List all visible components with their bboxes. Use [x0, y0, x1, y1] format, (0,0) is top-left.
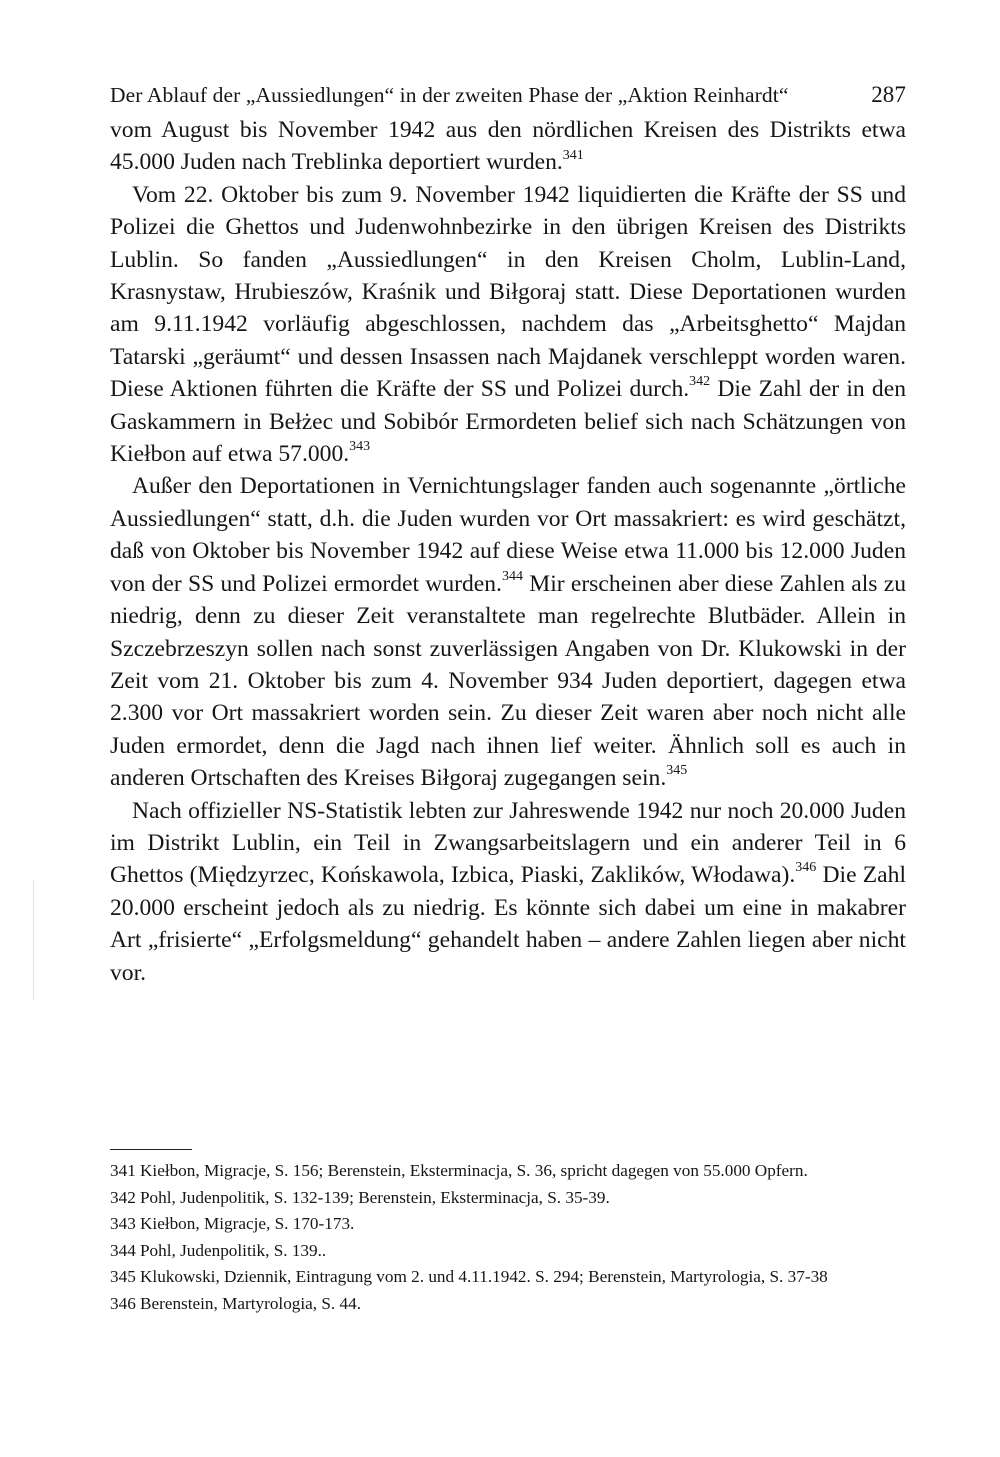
footnote-text: Klukowski, Dziennik, Eintragung vom 2. und 4.11.1942. S. 294; Berenstein, Martyrologia, S. 37-38: [140, 1267, 828, 1286]
paragraph-2: [110, 179, 906, 471]
footnote-number: 344: [110, 1240, 136, 1260]
footnote-number: 346: [110, 1293, 136, 1313]
scan-margin-line: [33, 880, 34, 1000]
footnote-number: 342: [110, 1187, 136, 1207]
footnote-ref[interactable]: 343: [349, 439, 371, 455]
paragraph-3: [110, 470, 906, 794]
paragraph-4: [110, 795, 906, 989]
footnote-text: Kiełbon, Migracje, S. 170-173.: [140, 1214, 355, 1233]
page-number: 287: [871, 82, 906, 107]
footnote: [110, 1160, 906, 1183]
paragraph-1: [110, 114, 906, 179]
footnote-text: Pohl, Judenpolitik, S. 139..: [140, 1240, 327, 1260]
paragraph-text: Mir erscheinen aber diese Zahlen als zu niedrig, denn zu dieser Zeit veranstaltete man regelrechte Blutbäder. Allein in Szczebrzeszyn sollen nach sonst zuverlässigen Angaben von Dr. Klukowski in der Zeit vom 21. Oktober bis zum 4. November 934 Juden deportiert, dagegen etwa 2.300 vor Ort massakriert worden sein. Zu dieser Zeit waren aber noch nicht alle Juden ermordet, denn die Jagd nach ihnen lief weiter. Ähnlich soll es auch in anderen Ortschaften des Kreises Biłgoraj zugegangen sein.: [110, 570, 906, 792]
paragraph-text: Die Zahl 20.000 erscheint jedoch als zu niedrig. Es könnte sich dabei um eine in makabrer Art „frisierte“ „Erfolgsmeldung“ gehandelt haben – andere Zahlen liegen aber nicht vor.: [110, 862, 906, 986]
footnote-number: 343: [110, 1214, 136, 1233]
paragraph-text: Nach offizieller NS-Statistik lebten zur Jahreswende 1942 nur noch 20.000 Juden im Distrikt Lublin, ein Teil in Zwangsarbeitslagern und ein anderer Teil in 6 Ghettos (Międzyrzec, Końskawola, Izbica, Piaski, Zaklików, Włodawa).: [110, 797, 906, 889]
footnote: [110, 1240, 906, 1263]
footnote-ref[interactable]: 345: [666, 763, 688, 779]
paragraph-text: Vom 22. Oktober bis zum 9. November 1942 liquidierten die Kräfte der SS und Polizei die Ghettos und Judenwohnbezirke in den übrigen Kreisen des Distrikts Lublin. So fanden „Aussiedlungen“ in den Kreisen Cholm, Lublin-Land, Krasnystaw, Hrubieszów, Kraśnik und Biłgoraj statt. Diese Deportationen wurden am 9.11.1942 vorläufig abgeschlossen, nachdem das „Arbeitsghetto“ Majdan Tatarski „geräumt“ und dessen Insassen nach Majdanek verschleppt worden waren. Diese Aktionen führten die Kräfte der SS und Polizei durch.: [110, 181, 906, 403]
footnotes: [110, 1160, 906, 1319]
paragraph-text: Außer den Deportationen in Vernichtungslager fanden auch sogenannte „örtliche Aussiedlungen“ statt, d.h. die Juden wurden vor Ort massakriert: es wird geschätzt, daß von Oktober bis November 1942 auf diese Weise etwa 11.000 bis 12.000 Juden von der SS und Polizei ermordet wurden.: [110, 473, 906, 597]
footnote-text: Pohl, Judenpolitik, S. 132-139; Berenstein, Eksterminacja, S. 35-39.: [140, 1187, 610, 1207]
footnote-text: Berenstein, Martyrologia, S. 44.: [140, 1293, 362, 1313]
paragraph-text: vom August bis November 1942 aus den nördlichen Kreisen des Distrikts etwa 45.000 Juden nach Treblinka deportiert wurden.: [110, 117, 906, 176]
footnote-number: 341: [110, 1161, 136, 1180]
footnote: [110, 1187, 906, 1210]
footnote-ref[interactable]: 346: [795, 860, 817, 876]
running-title: Der Ablauf der „Aussiedlungen“ in der zweiten Phase der „Aktion Reinhardt“: [110, 83, 789, 107]
footnote-ref[interactable]: 344: [501, 568, 523, 584]
footnote: [110, 1213, 906, 1236]
footnote-text: Kiełbon, Migracje, S. 156; Berenstein, Eksterminacja, S. 36, spricht dagegen von 55.000 Opfern.: [140, 1161, 808, 1180]
footnote-ref[interactable]: 342: [689, 374, 711, 390]
page: [110, 80, 906, 989]
running-head: [110, 80, 906, 114]
footnote-number: 345: [110, 1267, 136, 1286]
footnote-rule: [110, 1149, 192, 1150]
footnote-ref[interactable]: 341: [562, 147, 584, 163]
body-text: [110, 114, 906, 989]
footnote: [110, 1266, 906, 1289]
footnote: [110, 1293, 906, 1316]
paragraph-text: Die Zahl der in den Gaskammern in Bełżec und Sobibór Ermordeten belief sich nach Schätzungen von Kiełbon auf etwa 57.000.: [110, 376, 906, 468]
